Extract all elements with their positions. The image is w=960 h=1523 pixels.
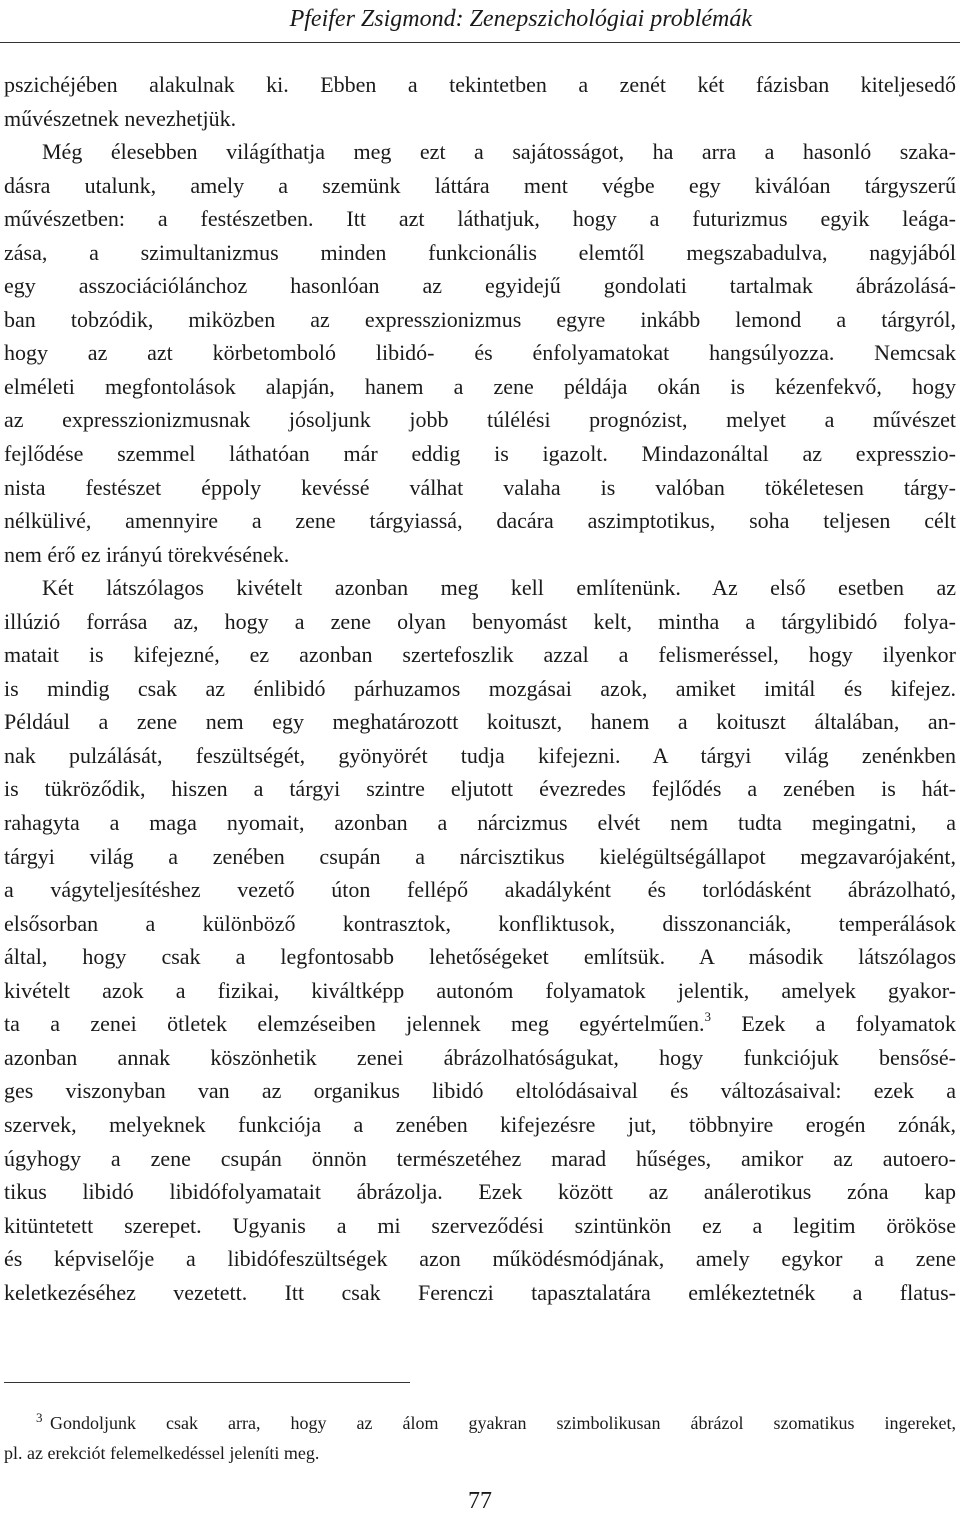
text-line xyxy=(4,1074,956,1108)
text-line xyxy=(4,370,956,404)
text-line xyxy=(4,1142,956,1176)
text-line xyxy=(4,504,956,538)
text-line xyxy=(4,571,956,605)
text-line xyxy=(4,538,956,572)
text-line-content: ban tobzódik, miközben az expresszionizmus egyre inkább lemond a tárgyról, xyxy=(4,306,956,332)
text-line xyxy=(4,739,956,773)
text-line-content: által, hogy csak a legfontosabb lehetőségeket említsük. A második látszólagos xyxy=(4,944,956,970)
text-line xyxy=(4,471,956,505)
text-line xyxy=(4,269,956,303)
body-text xyxy=(4,68,956,1309)
text-line-content: művészetnek nevezhetjük. xyxy=(4,105,237,131)
text-line-content: azonban annak köszönhetik zenei ábrázolhatóságukat, hogy funkciójuk bensősé- xyxy=(4,1044,956,1070)
text-line-content: is mindig csak az énlibidó párhuzamos mozgásai azok, amiket imitál és kifejez. xyxy=(4,675,956,701)
text-line-content: dásra utalunk, amely a szemünk láttára ment végbe egy kiválóan tárgyszerű xyxy=(4,172,956,198)
text-line-content: tárgyi világ a zenében csupán a nárcisztikus kielégültségállapot megzavarójaként, xyxy=(4,843,956,869)
text-line-content: pszichéjében alakulnak ki. Ebben a tekintetben a zenét két fázisban kiteljesedő xyxy=(4,72,956,97)
text-line xyxy=(4,68,956,102)
text-line xyxy=(4,840,956,874)
text-line xyxy=(4,437,956,471)
text-line xyxy=(4,1242,956,1276)
text-line-content: művészetben: a festészetben. Itt azt láthatjuk, hogy a futurizmus egyik leága- xyxy=(4,206,956,232)
text-line xyxy=(4,907,956,941)
text-line-content: matait is kifejezné, ez azonban szertefoszlik azzal a felismeréssel, hogy ilyenkor xyxy=(4,642,956,668)
text-line xyxy=(4,102,956,136)
text-line-content: Ezek a folyamatok xyxy=(711,1011,956,1037)
text-line xyxy=(4,1209,956,1243)
text-line xyxy=(4,403,956,437)
text-line-content: és képviselője a libidófeszültségek azon működésmódjának, amely egykor a zene xyxy=(4,1246,956,1272)
text-line-content: ges viszonyban van az organikus libidó eltolódásaival és változásaival: ezek a xyxy=(4,1078,956,1104)
text-line xyxy=(4,1108,956,1142)
text-line xyxy=(4,1175,956,1209)
text-line xyxy=(4,336,956,370)
text-line xyxy=(4,1276,956,1310)
text-line-content: az expresszionizmusnak jósoljunk jobb túlélési prognózist, melyet a művészet xyxy=(4,407,956,433)
text-line xyxy=(4,236,956,270)
text-line-content: tikus libidó libidófolyamatait ábrázolja. Ezek között az análerotikus zóna kap xyxy=(4,1179,956,1205)
text-line-content: hogy az azt körbetomboló libidó- és énfolyamatokat hangsúlyozza. Nemcsak xyxy=(4,340,956,366)
text-line xyxy=(4,974,956,1008)
text-line xyxy=(4,135,956,169)
text-line-content: úgyhogy a zene csupán önnön természetéhez marad hűséges, amikor az autoero- xyxy=(4,1145,956,1171)
text-line-content: a vágyteljesítéshez vezető úton fellépő akadályként és torlódásként ábrázolható, xyxy=(4,877,956,903)
text-line-content: kivételt azok a fizikai, kiváltképp autonóm folyamatok jelentik, amelyek gyakor- xyxy=(4,977,956,1003)
running-title: Pfeifer Zsigmond: Zenepszichológiai problémák xyxy=(289,6,752,32)
text-line xyxy=(4,638,956,672)
text-line-content: nélkülivé, amennyire a zene tárgyiassá, dacára aszimptotikus, soha teljesen célt xyxy=(4,508,956,534)
text-line-content: nak pulzálását, feszültségét, gyönyörét tudja kifejezni. A tárgyi világ zenénkben xyxy=(4,742,956,768)
text-line-content: elsősorban a különböző kontrasztok, konfliktusok, disszonanciák, temperálások xyxy=(4,910,956,936)
text-line-content: ta a zenei ötletek elemzéseiben jelennek meg egyértelműen. xyxy=(4,1011,705,1037)
footnote-reference: 3 xyxy=(704,1008,711,1024)
footnote-marker: 3 xyxy=(36,1410,43,1425)
text-line-content: zása, a szimultanizmus minden funkcionális elemtől megszabadulva, nagyjából xyxy=(4,239,956,265)
text-line-content: Két látszólagos kivételt azonban meg kell említenünk. Az első esetben az xyxy=(42,575,956,601)
text-line xyxy=(4,873,956,907)
text-line xyxy=(4,940,956,974)
text-line xyxy=(4,202,956,236)
text-line xyxy=(4,672,956,706)
text-line-content: keletkezéséhez vezetett. Itt csak Ferenczi tapasztalatára emlékeztetnék a flatus- xyxy=(4,1279,956,1305)
text-line-content: nista festészet éppoly kevéssé válhat valaha is valóban tökéletesen tárgy- xyxy=(4,474,956,500)
text-line-content: elméleti megfontolások alapján, hanem a zene példája okán is kézenfekvő, hogy xyxy=(4,373,956,399)
text-line-content: rahagyta a maga nyomait, azonban a nárcizmus elvét nem tudta megingatni, a xyxy=(4,810,956,836)
text-line-content: kitüntetett szerepet. Ugyanis a mi szerveződési szintünkön ez a legitim örököse xyxy=(4,1212,956,1238)
text-line xyxy=(4,705,956,739)
text-line xyxy=(4,605,956,639)
text-line-content: nem érő ez irányú törekvésének. xyxy=(4,541,290,567)
text-line-content: fejlődése szemmel láthatóan már eddig is igazolt. Mindazonáltal az expresszio- xyxy=(4,441,956,467)
footnote-line: pl. az erekciót felemelkedéssel jeleníti meg. xyxy=(4,1443,320,1463)
page-number: 77 xyxy=(468,1488,492,1514)
text-line xyxy=(4,806,956,840)
text-line-content: Még élesebben világíthatja meg ezt a sajátosságot, ha arra a hasonló szaka- xyxy=(42,139,956,165)
footnote-separator xyxy=(4,1382,410,1383)
text-line xyxy=(4,169,956,203)
text-line xyxy=(4,772,956,806)
footnotes xyxy=(4,1408,956,1468)
text-line-content: szervek, melyeknek funkciója a zenében kifejezésre jut, többnyire erogén zónák, xyxy=(4,1111,956,1137)
text-line-content: illúzió forrása az, hogy a zene olyan benyomást kelt, mintha a tárgylibidó folya- xyxy=(4,608,956,634)
text-line xyxy=(4,1041,956,1075)
footnote-line: Gondoljunk csak arra, hogy az álom gyakran szimbolikusan ábrázol szomatikus ingereket, xyxy=(50,1413,956,1433)
text-line-content: Például a zene nem egy meghatározott koituszt, hanem a koituszt általában, an- xyxy=(4,709,956,735)
text-line xyxy=(4,1007,956,1041)
text-line-content: egy asszociációlánchoz hasonlóan az egyidejű gondolati tartalmak ábrázolásá- xyxy=(4,273,956,299)
text-line-content: is tükröződik, hiszen a tárgyi szintre eljutott évezredes fejlődés a zenében is hát- xyxy=(4,776,956,802)
text-line xyxy=(4,303,956,337)
running-header xyxy=(0,2,960,43)
